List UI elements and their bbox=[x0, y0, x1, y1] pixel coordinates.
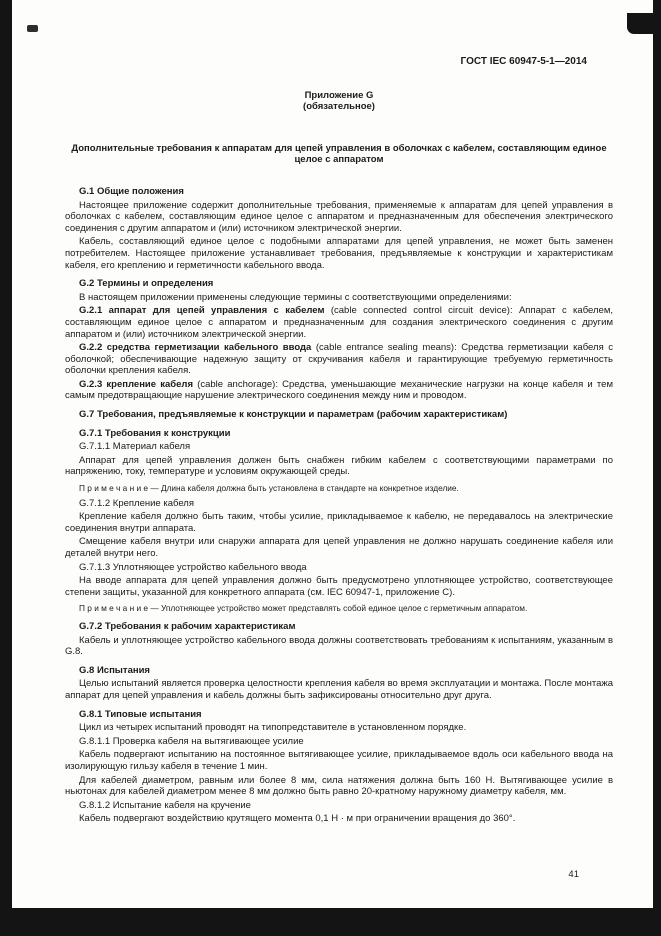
paragraph: Крепление кабеля должно быть таким, чтобы усилие, прикладываемое к кабелю, не передавалось на электрические соединения внутри аппарата. bbox=[65, 511, 613, 534]
paragraph: Кабель и уплотняющее устройство кабельного ввода должны соответствовать требованиям к испытаниям, указанным в G.8. bbox=[65, 634, 613, 658]
paragraph: Аппарат для цепей управления должен быть снабжен гибким кабелем с соответствующими параметрами по напряжению, току, температуре и условиям окружающей среды. bbox=[65, 454, 613, 478]
heading-g72: G.7.2 Требования к рабочим характеристикам bbox=[79, 620, 296, 632]
subclause-g811: G.8.1.1 Проверка кабеля на вытягивающее усилие bbox=[79, 735, 304, 747]
term-g21: G.2.1 аппарат для цепей управления с кабелем (cable connected control circuit device): Аппарат с кабелем, составляющим единое целое с аппаратом и предназначенным для создания электрического соединения с другим аппаратом и (или) источником электрической энергии. bbox=[65, 305, 614, 340]
term-g22: G.2.2 средства герметизации кабельного ввода (cable entrance sealing means): Средства герметизации кабеля с оболочкой; обеспечивающие надежную защиту от скручивания кабеля и гарантирующие требуемую герметичность оболочки крепления кабеля. bbox=[65, 342, 613, 377]
page-number: 41 bbox=[568, 869, 579, 880]
scan-artifact-top-left bbox=[27, 25, 38, 32]
scan-artifact-top-right bbox=[627, 13, 654, 34]
document-body bbox=[65, 186, 613, 825]
paragraph: Для кабелей диаметром, равным или более 8 мм, сила натяжения должна быть 160 Н. Вытягивающее усилие в ньютонах для кабелей диаметром менее 8 мм должно быть равно 20-кратному наружному диаметру кабеля, мм. bbox=[65, 774, 613, 798]
scan-edge-left bbox=[0, 0, 12, 936]
term-name: G.2.2 средства герметизации кабельного ввода bbox=[79, 342, 312, 354]
subclause-g713: G.7.1.3 Уплотняющее устройство кабельного ввода bbox=[79, 561, 307, 573]
annex-title: Дополнительные требования к аппаратам для цепей управления в оболочках с кабелем, составляющим единое целое с аппаратом bbox=[71, 142, 607, 166]
subclause-g812: G.8.1.2 Испытание кабеля на кручение bbox=[79, 799, 251, 811]
paragraph: В настоящем приложении применены следующие термины с соответствующими определениями: bbox=[79, 291, 512, 303]
annex-label: Приложение G bbox=[304, 89, 374, 101]
term-name: G.2.1 аппарат для цепей управления с кабелем bbox=[79, 305, 325, 317]
heading-g1: G.1 Общие положения bbox=[79, 185, 184, 197]
heading-g81: G.8.1 Типовые испытания bbox=[79, 708, 202, 720]
heading-g2: G.2 Термины и определения bbox=[79, 278, 214, 290]
scan-edge-bottom bbox=[0, 908, 661, 936]
note-paragraph: П р и м е ч а н и е — Уплотняющее устройство может представлять собой единое целое с герметичным аппаратом. bbox=[79, 603, 528, 614]
annex-sublabel: (обязательное) bbox=[303, 101, 375, 113]
term-g23: G.2.3 крепление кабеля (cable anchorage): Средства, уменьшающие механические нагрузки на конце кабеля и тем самым предотвращающие нарушение электрического соединения между ним и проводом. bbox=[65, 378, 613, 402]
paragraph: Кабель подвергают испытанию на постоянное вытягивающее усилие, прикладываемое вдоль оси кабельного ввода на изолирующую гильзу кабеля в течение 1 мин. bbox=[65, 749, 613, 772]
paragraph: Настоящее приложение содержит дополнительные требования, применяемые к аппаратам для цепей управления в оболочках с кабелем, составляющим единое целое с аппаратом и предназначенным для обеспечения электрического соединения с другим аппаратом и (или) источником электрической энергии. bbox=[65, 199, 613, 234]
term-name: G.2.3 крепление кабеля bbox=[79, 378, 194, 390]
paragraph: Кабель подвергают воздействию крутящего момента 0,1 Н · м при ограничении вращения до 360°. bbox=[79, 813, 516, 825]
page-content bbox=[65, 56, 613, 825]
subclause-g711: G.7.1.1 Материал кабеля bbox=[79, 441, 191, 453]
paragraph: Смещение кабеля внутри или снаружи аппарата для цепей управления не должно нарушать соединение кабеля или деталей внутри него. bbox=[65, 536, 613, 559]
paragraph: Кабель, составляющий единое целое с подобными аппаратами для цепей управления, не может быть заменен потребителем. Настоящее приложение устанавливает требования, предъявляемые к конструкции и характеристикам кабеля, его креплению и герметичности кабельного ввода. bbox=[65, 236, 613, 271]
heading-g8: G.8 Испытания bbox=[79, 664, 150, 676]
scan-edge-right bbox=[653, 0, 661, 936]
note-paragraph: П р и м е ч а н и е — Длина кабеля должна быть установлена в стандарте на конкретное изделие. bbox=[79, 483, 459, 494]
paragraph: Цикл из четырех испытаний проводят на типопредставителе в установленном порядке. bbox=[79, 722, 467, 734]
document-number-header: ГОСТ IEC 60947-5-1—2014 bbox=[460, 56, 587, 67]
heading-g71: G.7.1 Требования к конструкции bbox=[79, 427, 231, 439]
subclause-g712: G.7.1.2 Крепление кабеля bbox=[79, 497, 194, 509]
heading-g7: G.7 Требования, предъявляемые к конструкции и параметрам (рабочим характеристикам) bbox=[79, 409, 508, 421]
paragraph: На вводе аппарата для цепей управления должно быть предусмотрено уплотняющее устройство, соответствующее степени защиты, указанной для конкретного аппарата (см. IEC 60947-1, приложение C). bbox=[65, 575, 613, 598]
paragraph: Целью испытаний является проверка целостности крепления кабеля во время эксплуатации и монтажа. После монтажа аппарат для цепей управления и кабель должны быть зафиксированы относительно друг друга. bbox=[65, 678, 613, 701]
